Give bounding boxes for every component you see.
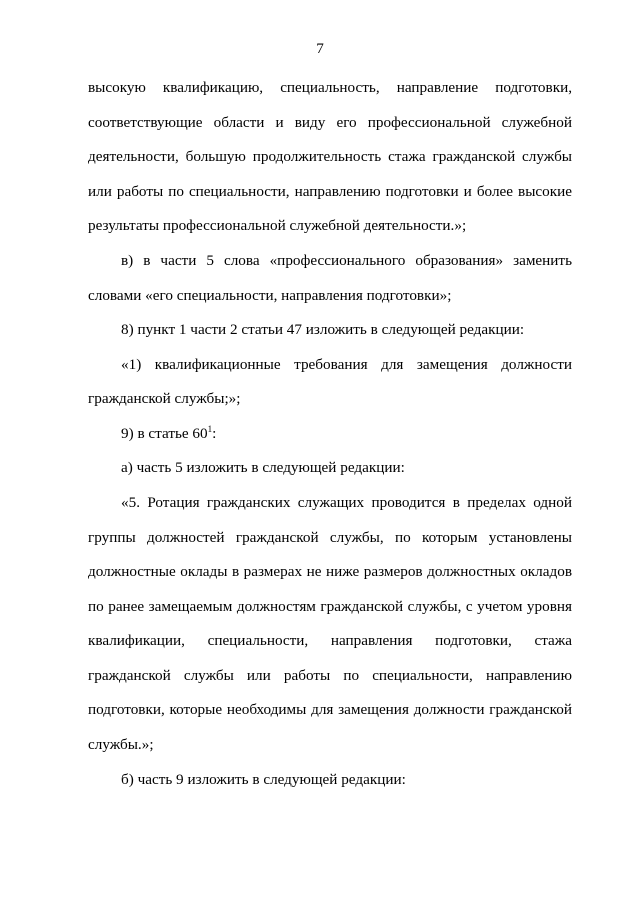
paragraph-b: б) часть 9 изложить в следующей редакции: [121, 771, 406, 788]
text-line: гражданской службы или работы по специальности, направлению [88, 667, 572, 684]
text-line: по ранее замещаемым должностям гражданской службы, с учетом уровня [88, 598, 572, 615]
paragraph-8: 8) пункт 1 части 2 статьи 47 изложить в следующей редакции: [121, 321, 525, 338]
paragraph-quote-1: «1) квалификационные требования для замещения должности [121, 356, 572, 373]
text-line: группы должностей гражданской службы, по которым установлены [88, 529, 572, 546]
text-line: квалификации, специальности, направления подготовки, стажа [88, 632, 572, 649]
text-line: гражданской службы;»; [88, 390, 241, 407]
text-line: словами «его специальности, направления подготовки»; [88, 287, 452, 304]
text-line: службы.»; [88, 736, 154, 753]
paragraph-v: в) в части 5 слова «профессионального образования» заменить [121, 252, 572, 269]
text-line: соответствующие области и виду его профессиональной служебной [88, 114, 572, 131]
paragraph-9-text: 9) в статье 60 [121, 425, 208, 442]
page-number: 7 [316, 40, 324, 57]
paragraph-9 [121, 424, 572, 444]
paragraph-9-colon: : [212, 425, 217, 442]
paragraph-quote-5: «5. Ротация гражданских служащих проводится в пределах одной [121, 494, 572, 511]
text-line: должностные оклады в размерах не ниже размеров должностных окладов [88, 563, 572, 580]
article-superscript: 1 [207, 424, 213, 434]
text-line: подготовки, которые необходимы для замещения должности гражданской [88, 701, 572, 718]
text-line: результаты профессиональной служебной деятельности.»; [88, 217, 467, 234]
text-line: деятельности, большую продолжительность стажа гражданской службы [88, 148, 572, 165]
text-line: высокую квалификацию, специальность, направление подготовки, [88, 79, 572, 96]
paragraph-a: а) часть 5 изложить в следующей редакции: [121, 459, 405, 476]
text-line: или работы по специальности, направлению подготовки и более высокие [88, 183, 572, 200]
